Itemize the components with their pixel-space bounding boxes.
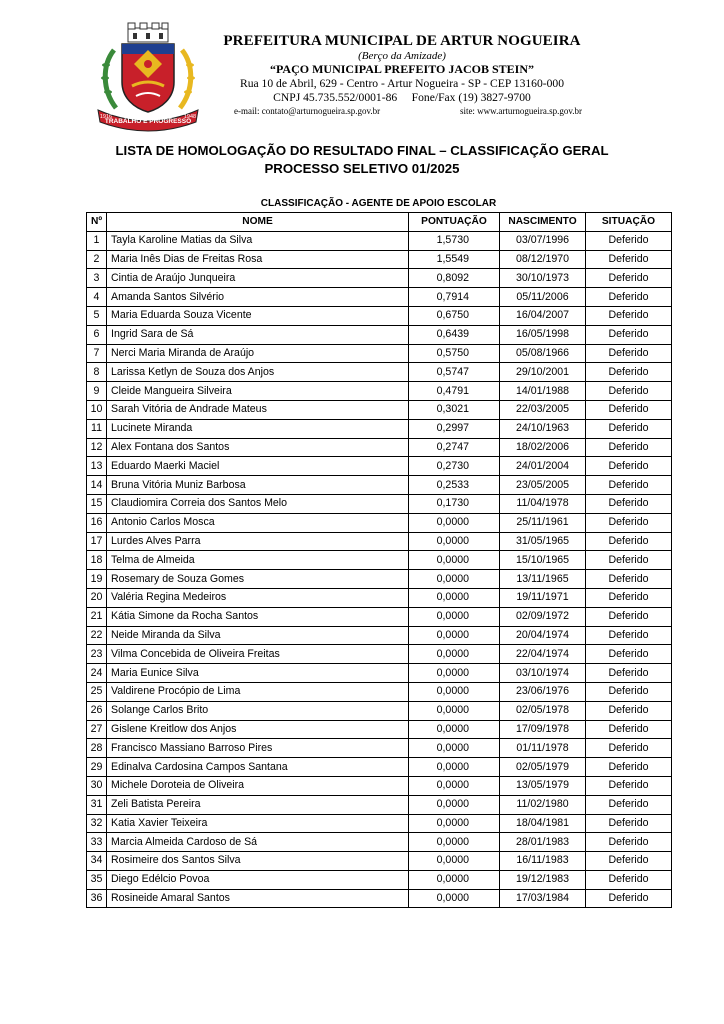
row-number: 16: [87, 513, 107, 532]
heading-line-2: PROCESSO SELETIVO 01/2025: [264, 161, 460, 176]
score: 0,0000: [409, 814, 500, 833]
score: 0,0000: [409, 776, 500, 795]
row-number: 7: [87, 344, 107, 363]
score: 0,0000: [409, 588, 500, 607]
candidate-name: Rosineide Amaral Santos: [107, 889, 409, 908]
status: Deferido: [586, 250, 672, 269]
candidate-name: Neide Miranda da Silva: [107, 626, 409, 645]
score: 0,4791: [409, 382, 500, 401]
table-row: [87, 889, 672, 908]
status: Deferido: [586, 795, 672, 814]
candidate-name: Zeli Batista Pereira: [107, 795, 409, 814]
table-row: [87, 250, 672, 269]
row-number: 18: [87, 551, 107, 570]
row-number: 35: [87, 870, 107, 889]
row-number: 2: [87, 250, 107, 269]
status: Deferido: [586, 588, 672, 607]
birth-date: 03/07/1996: [500, 231, 586, 250]
birth-date: 19/11/1971: [500, 588, 586, 607]
birth-date: 20/04/1974: [500, 626, 586, 645]
birth-date: 11/04/1978: [500, 494, 586, 513]
candidate-name: Antonio Carlos Mosca: [107, 513, 409, 532]
table-row: [87, 720, 672, 739]
score: 0,0000: [409, 645, 500, 664]
status: Deferido: [586, 814, 672, 833]
status: Deferido: [586, 626, 672, 645]
row-number: 6: [87, 325, 107, 344]
birth-date: 16/04/2007: [500, 306, 586, 325]
row-number: 32: [87, 814, 107, 833]
birth-date: 02/09/1972: [500, 607, 586, 626]
birth-date: 24/01/2004: [500, 457, 586, 476]
birth-date: 31/05/1965: [500, 532, 586, 551]
score: 0,0000: [409, 739, 500, 758]
table-row: [87, 532, 672, 551]
column-header-number: Nº: [87, 213, 107, 232]
address-line: Rua 10 de Abril, 629 - Centro - Artur Nogueira - SP - CEP 13160-000: [239, 77, 565, 90]
candidate-name: Sarah Vitória de Andrade Mateus: [107, 400, 409, 419]
status: Deferido: [586, 664, 672, 683]
status: Deferido: [586, 551, 672, 570]
status: Deferido: [586, 645, 672, 664]
row-number: 36: [87, 889, 107, 908]
status: Deferido: [586, 758, 672, 777]
email-text: e-mail: contato@arturnogueira.sp.gov.br: [234, 106, 381, 116]
table-row: [87, 438, 672, 457]
candidate-name: Valdirene Procópio de Lima: [107, 682, 409, 701]
birth-date: 14/01/1988: [500, 382, 586, 401]
table-row: [87, 626, 672, 645]
status: Deferido: [586, 720, 672, 739]
row-number: 12: [87, 438, 107, 457]
row-number: 5: [87, 306, 107, 325]
crest-year-left: 1916: [99, 114, 113, 120]
status: Deferido: [586, 607, 672, 626]
table-row: [87, 400, 672, 419]
status: Deferido: [586, 889, 672, 908]
row-number: 11: [87, 419, 107, 438]
site-text: site: www.arturnogueira.sp.gov.br: [459, 106, 582, 116]
candidate-name: Bruna Vitória Muniz Barbosa: [107, 476, 409, 495]
candidate-name: Marcia Almeida Cardoso de Sá: [107, 833, 409, 852]
table-row: [87, 570, 672, 589]
birth-date: 19/12/1983: [500, 870, 586, 889]
status: Deferido: [586, 852, 672, 871]
score: 0,2533: [409, 476, 500, 495]
table-body: [87, 231, 672, 908]
candidate-name: Tayla Karoline Matias da Silva: [107, 231, 409, 250]
score: 0,0000: [409, 870, 500, 889]
row-number: 26: [87, 701, 107, 720]
candidate-name: Cleide Mangueira Silveira: [107, 382, 409, 401]
status: Deferido: [586, 231, 672, 250]
birth-date: 15/10/1965: [500, 551, 586, 570]
candidate-name: Rosimeire dos Santos Silva: [107, 852, 409, 871]
table-row: [87, 382, 672, 401]
row-number: 10: [87, 400, 107, 419]
status: Deferido: [586, 833, 672, 852]
birth-date: 13/05/1979: [500, 776, 586, 795]
municipal-crest-icon: [92, 20, 204, 132]
birth-date: 01/11/1978: [500, 739, 586, 758]
score: 1,5549: [409, 250, 500, 269]
score: 0,0000: [409, 758, 500, 777]
score: 0,3021: [409, 400, 500, 419]
birth-date: 05/08/1966: [500, 344, 586, 363]
score: 0,2747: [409, 438, 500, 457]
candidate-name: Larissa Ketlyn de Souza dos Anjos: [107, 363, 409, 382]
row-number: 9: [87, 382, 107, 401]
column-header-birth: NASCIMENTO: [500, 213, 586, 232]
birth-date: 24/10/1963: [500, 419, 586, 438]
table-row: [87, 588, 672, 607]
table-row: [87, 288, 672, 307]
row-number: 13: [87, 457, 107, 476]
column-header-status: SITUAÇÃO: [586, 213, 672, 232]
table-row: [87, 795, 672, 814]
row-number: 15: [87, 494, 107, 513]
birth-date: 22/04/1974: [500, 645, 586, 664]
row-number: 22: [87, 626, 107, 645]
status: Deferido: [586, 739, 672, 758]
status: Deferido: [586, 419, 672, 438]
birth-date: 03/10/1974: [500, 664, 586, 683]
table-row: [87, 607, 672, 626]
table-row: [87, 701, 672, 720]
row-number: 34: [87, 852, 107, 871]
row-number: 1: [87, 231, 107, 250]
table-row: [87, 513, 672, 532]
row-number: 27: [87, 720, 107, 739]
birth-date: 25/11/1961: [500, 513, 586, 532]
score: 0,0000: [409, 889, 500, 908]
crest-banner-text: TRABALHO E PROGRESSO: [104, 118, 192, 125]
score: 0,8092: [409, 269, 500, 288]
candidate-name: Diego Edélcio Povoa: [107, 870, 409, 889]
row-number: 19: [87, 570, 107, 589]
status: Deferido: [586, 776, 672, 795]
score: 0,6439: [409, 325, 500, 344]
row-number: 14: [87, 476, 107, 495]
table-row: [87, 776, 672, 795]
status: Deferido: [586, 457, 672, 476]
status: Deferido: [586, 325, 672, 344]
score: 0,2730: [409, 457, 500, 476]
row-number: 29: [87, 758, 107, 777]
birth-date: 02/05/1979: [500, 758, 586, 777]
classification-table: [86, 212, 672, 908]
table-row: [87, 344, 672, 363]
candidate-name: Vilma Concebida de Oliveira Freitas: [107, 645, 409, 664]
table-row: [87, 739, 672, 758]
candidate-name: Amanda Santos Silvério: [107, 288, 409, 307]
status: Deferido: [586, 513, 672, 532]
column-header-name: NOME: [107, 213, 409, 232]
table-row: [87, 494, 672, 513]
status: Deferido: [586, 269, 672, 288]
score: 0,0000: [409, 720, 500, 739]
table-row: [87, 269, 672, 288]
table-row: [87, 325, 672, 344]
table-row: [87, 682, 672, 701]
score: 0,0000: [409, 532, 500, 551]
row-number: 25: [87, 682, 107, 701]
candidate-name: Maria Eunice Silva: [107, 664, 409, 683]
candidate-name: Eduardo Maerki Maciel: [107, 457, 409, 476]
municipality-title: PREFEITURA MUNICIPAL DE ARTUR NOGUEIRA: [223, 33, 581, 49]
row-number: 24: [87, 664, 107, 683]
score: 0,6750: [409, 306, 500, 325]
birth-date: 30/10/1973: [500, 269, 586, 288]
results-section: [86, 195, 671, 908]
table-row: [87, 833, 672, 852]
birth-date: 17/09/1978: [500, 720, 586, 739]
letterhead-text: [222, 32, 582, 117]
candidate-name: Alex Fontana dos Santos: [107, 438, 409, 457]
row-number: 17: [87, 532, 107, 551]
status: Deferido: [586, 382, 672, 401]
table-row: [87, 551, 672, 570]
table-header-row: [87, 213, 672, 232]
birth-date: 05/11/2006: [500, 288, 586, 307]
candidate-name: Nerci Maria Miranda de Araújo: [107, 344, 409, 363]
birth-date: 29/10/2001: [500, 363, 586, 382]
status: Deferido: [586, 476, 672, 495]
building-name: “PAÇO MUNICIPAL PREFEITO JACOB STEIN”: [269, 62, 535, 76]
table-row: [87, 457, 672, 476]
row-number: 20: [87, 588, 107, 607]
candidate-name: Rosemary de Souza Gomes: [107, 570, 409, 589]
candidate-name: Valéria Regina Medeiros: [107, 588, 409, 607]
score: 0,0000: [409, 551, 500, 570]
candidate-name: Maria Eduarda Souza Vicente: [107, 306, 409, 325]
table-row: [87, 231, 672, 250]
candidate-name: Telma de Almeida: [107, 551, 409, 570]
score: 0,0000: [409, 570, 500, 589]
status: Deferido: [586, 438, 672, 457]
letterhead: [0, 0, 724, 130]
birth-date: 18/02/2006: [500, 438, 586, 457]
birth-date: 13/11/1965: [500, 570, 586, 589]
candidate-name: Gislene Kreitlow dos Anjos: [107, 720, 409, 739]
score: 0,0000: [409, 682, 500, 701]
document-heading: [0, 142, 724, 178]
row-number: 28: [87, 739, 107, 758]
status: Deferido: [586, 682, 672, 701]
status: Deferido: [586, 494, 672, 513]
birth-date: 22/03/2005: [500, 400, 586, 419]
candidate-name: Maria Inês Dias de Freitas Rosa: [107, 250, 409, 269]
birth-date: 23/06/1976: [500, 682, 586, 701]
score: 0,1730: [409, 494, 500, 513]
birth-date: 23/05/2005: [500, 476, 586, 495]
score: 1,5730: [409, 231, 500, 250]
crest-year-right: 1948: [183, 114, 197, 120]
table-row: [87, 476, 672, 495]
birth-date: 08/12/1970: [500, 250, 586, 269]
candidate-name: Katia Xavier Teixeira: [107, 814, 409, 833]
row-number: 21: [87, 607, 107, 626]
birth-date: 11/02/1980: [500, 795, 586, 814]
status: Deferido: [586, 288, 672, 307]
heading-line-1: LISTA DE HOMOLOGAÇÃO DO RESULTADO FINAL – CLASSIFICAÇÃO GERAL: [115, 143, 609, 158]
candidate-name: Cintia de Araújo Junqueira: [107, 269, 409, 288]
birth-date: 16/11/1983: [500, 852, 586, 871]
score: 0,0000: [409, 833, 500, 852]
table-row: [87, 664, 672, 683]
score: 0,0000: [409, 852, 500, 871]
row-number: 33: [87, 833, 107, 852]
table-row: [87, 758, 672, 777]
status: Deferido: [586, 306, 672, 325]
table-row: [87, 814, 672, 833]
status: Deferido: [586, 400, 672, 419]
cnpj-phone-line: CNPJ 45.735.552/0001-86 Fone/Fax (19) 3827-9700: [273, 91, 531, 104]
score: 0,0000: [409, 513, 500, 532]
table-row: [87, 419, 672, 438]
table-row: [87, 363, 672, 382]
score: 0,0000: [409, 701, 500, 720]
row-number: 3: [87, 269, 107, 288]
birth-date: 28/01/1983: [500, 833, 586, 852]
row-number: 8: [87, 363, 107, 382]
candidate-name: Ingrid Sara de Sá: [107, 325, 409, 344]
status: Deferido: [586, 344, 672, 363]
candidate-name: Claudiomira Correia dos Santos Melo: [107, 494, 409, 513]
status: Deferido: [586, 532, 672, 551]
birth-date: 02/05/1978: [500, 701, 586, 720]
score: 0,5747: [409, 363, 500, 382]
status: Deferido: [586, 870, 672, 889]
municipality-motto: (Berço da Amizade): [358, 50, 446, 62]
score: 0,0000: [409, 626, 500, 645]
score: 0,7914: [409, 288, 500, 307]
candidate-name: Solange Carlos Brito: [107, 701, 409, 720]
birth-date: 18/04/1981: [500, 814, 586, 833]
row-number: 4: [87, 288, 107, 307]
candidate-name: Kátia Simone da Rocha Santos: [107, 607, 409, 626]
status: Deferido: [586, 701, 672, 720]
candidate-name: Michele Doroteia de Oliveira: [107, 776, 409, 795]
table-row: [87, 852, 672, 871]
status: Deferido: [586, 570, 672, 589]
row-number: 31: [87, 795, 107, 814]
row-number: 30: [87, 776, 107, 795]
table-row: [87, 870, 672, 889]
candidate-name: Francisco Massiano Barroso Pires: [107, 739, 409, 758]
row-number: 23: [87, 645, 107, 664]
column-header-score: PONTUAÇÃO: [409, 213, 500, 232]
candidate-name: Edinalva Cardosina Campos Santana: [107, 758, 409, 777]
table-row: [87, 306, 672, 325]
score: 0,0000: [409, 795, 500, 814]
score: 0,2997: [409, 419, 500, 438]
score: 0,0000: [409, 607, 500, 626]
birth-date: 17/03/1984: [500, 889, 586, 908]
status: Deferido: [586, 363, 672, 382]
score: 0,5750: [409, 344, 500, 363]
table-caption: CLASSIFICAÇÃO - AGENTE DE APOIO ESCOLAR: [260, 198, 497, 209]
contacts-line: [222, 105, 582, 117]
candidate-name: Lucinete Miranda: [107, 419, 409, 438]
birth-date: 16/05/1998: [500, 325, 586, 344]
candidate-name: Lurdes Alves Parra: [107, 532, 409, 551]
score: 0,0000: [409, 664, 500, 683]
table-row: [87, 645, 672, 664]
